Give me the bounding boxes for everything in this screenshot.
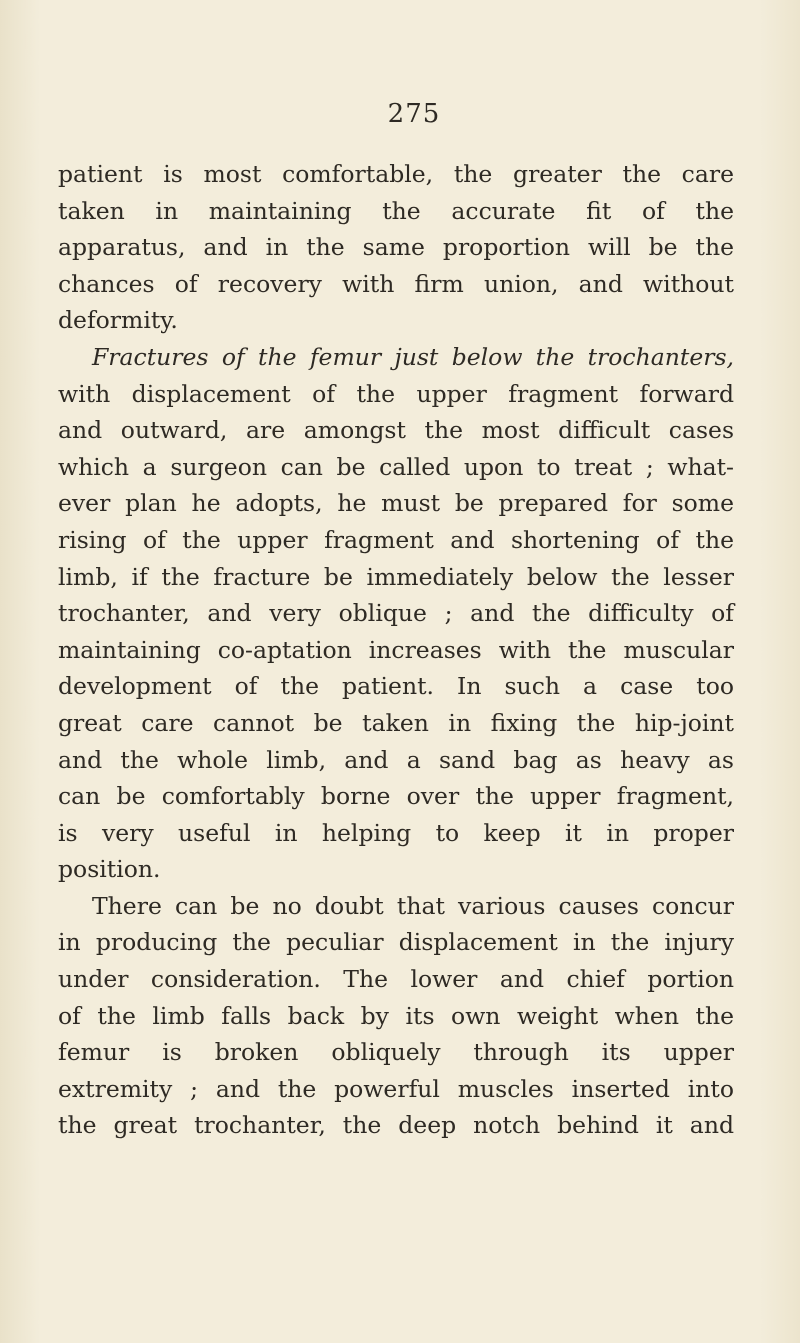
text-line: femur is broken obliquely through its upper bbox=[58, 1038, 734, 1067]
text-line: development of the patient. In such a case too bbox=[58, 672, 734, 701]
text-line: of the limb falls back by its own weight when the bbox=[58, 1001, 734, 1030]
body-text bbox=[58, 156, 734, 1144]
text-line: trochanter, and very oblique ; and the difficulty of bbox=[58, 599, 734, 628]
text-line: great care cannot be taken in fixing the hip-joint bbox=[58, 708, 734, 737]
text-line: the great trochanter, the deep notch behind it and bbox=[58, 1111, 734, 1140]
text-line: under consideration. The lower and chief portion bbox=[58, 965, 734, 994]
text-line: extremity ; and the powerful muscles inserted into bbox=[58, 1074, 734, 1103]
page-number: 275 bbox=[387, 99, 441, 129]
text-line: can be comfortably borne over the upper fragment, bbox=[58, 782, 734, 811]
text-line: deformity. bbox=[58, 306, 178, 335]
text-line: position. bbox=[58, 855, 161, 884]
text-line: in producing the peculiar displacement in the injury bbox=[58, 928, 734, 957]
text-line: ever plan he adopts, he must be prepared for some bbox=[58, 489, 734, 518]
text-line: maintaining co-aptation increases with the muscular bbox=[58, 635, 734, 664]
text-line: and the whole limb, and a sand bag as heavy as bbox=[58, 745, 734, 774]
text-line: limb, if the fracture be immediately below the lesser bbox=[58, 562, 734, 591]
text-line: taken in maintaining the accurate fit of the bbox=[58, 196, 734, 225]
text-line: is very useful in helping to keep it in proper bbox=[58, 818, 734, 847]
text-line: rising of the upper fragment and shortening of the bbox=[58, 525, 734, 554]
text-line: There can be no doubt that various causes concur bbox=[92, 891, 734, 920]
text-line: apparatus, and in the same proportion will be the bbox=[58, 233, 734, 262]
text-line: patient is most comfortable, the greater the care bbox=[58, 160, 734, 188]
text-line: chances of recovery with firm union, and without bbox=[58, 269, 734, 298]
text-line: and outward, are amongst the most difficult cases bbox=[58, 416, 734, 445]
text-line: which a surgeon can be called upon to treat ; what- bbox=[58, 452, 734, 481]
text-line: with displacement of the upper fragment forward bbox=[58, 379, 734, 408]
italic-heading-line: Fractures of the femur just below the trochanters, bbox=[92, 342, 734, 371]
